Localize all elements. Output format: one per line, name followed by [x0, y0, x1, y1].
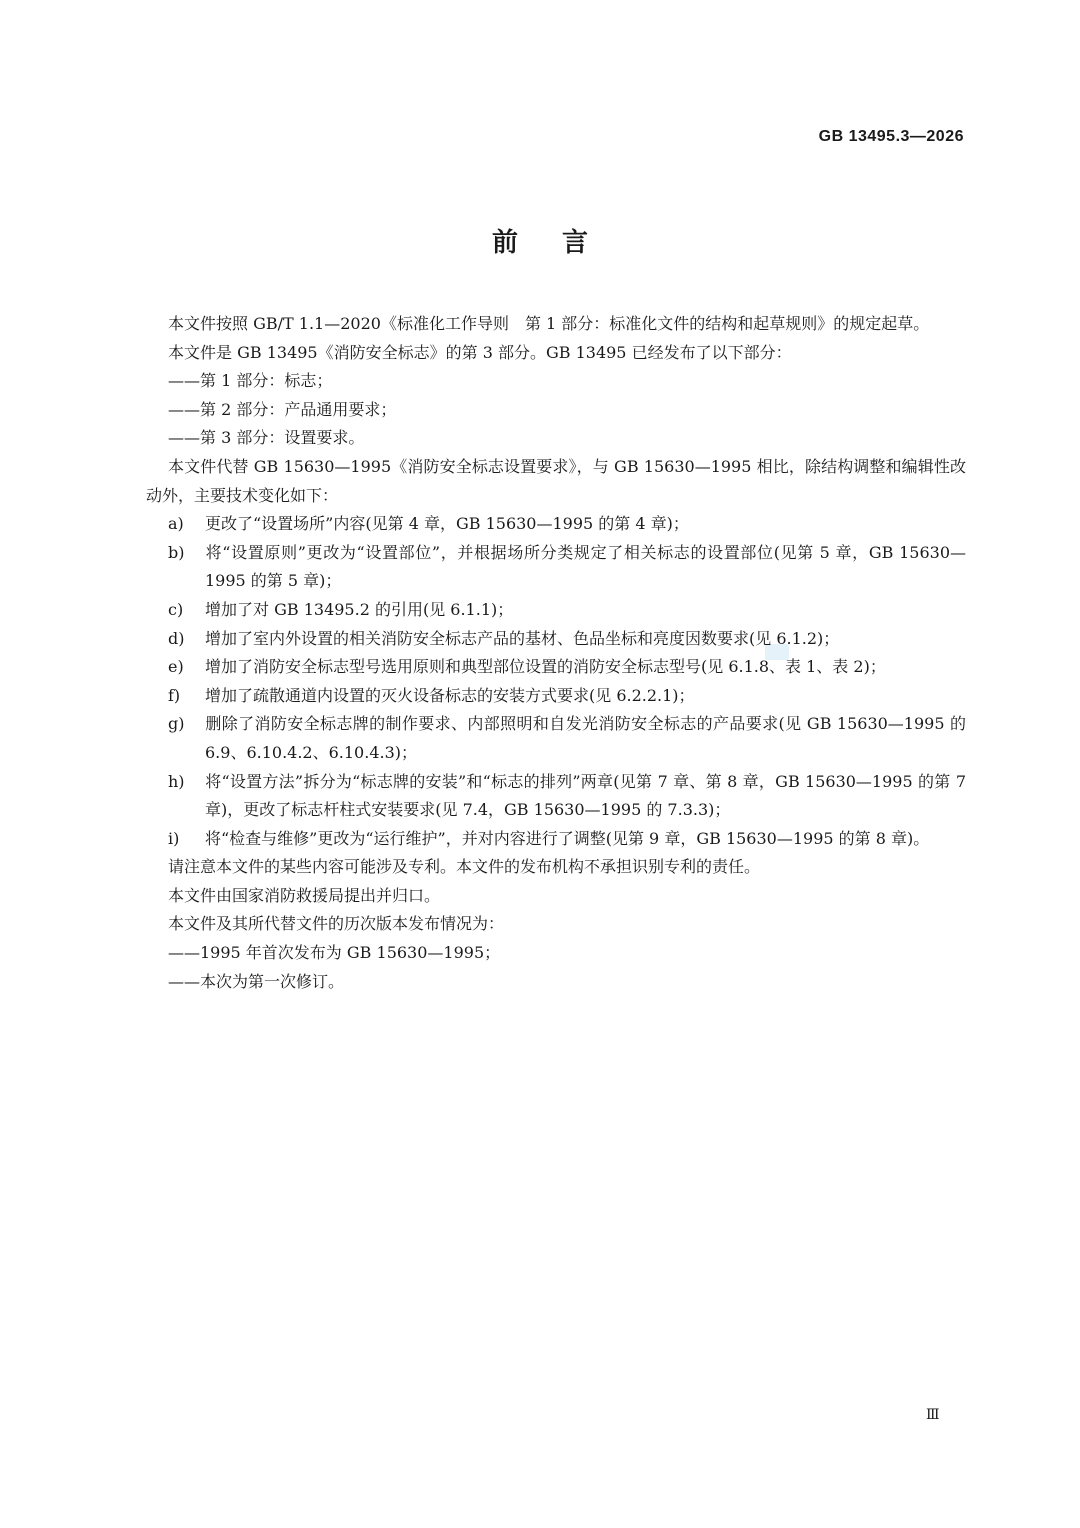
list-marker: i) — [168, 828, 180, 848]
change-item-f — [146, 682, 966, 711]
change-item-g — [146, 710, 966, 767]
change-text: 更改了“设置场所”内容(见第 4 章，GB 15630—1995 的第 4 章)； — [205, 514, 689, 534]
paragraph-replacement: 本文件代替 GB 15630—1995《消防安全标志设置要求》，与 GB 15630—1995 相比，除结构调整和编辑性改动外，主要技术变化如下： — [146, 456, 966, 505]
list-marker: g) — [168, 714, 185, 734]
change-text: 增加了消防安全标志型号选用原则和典型部位设置的消防安全标志型号(见 6.1.8、表 1、表 2)； — [205, 657, 886, 677]
list-marker: c) — [168, 599, 184, 619]
list-marker: b) — [168, 542, 185, 562]
history-list-item: ——本次为第一次修订。 — [168, 971, 345, 991]
list-marker: f) — [168, 685, 181, 705]
history-list-item: ——1995 年首次发布为 GB 15630—1995； — [168, 943, 501, 963]
change-item-h — [146, 768, 966, 825]
foreword-body — [146, 310, 966, 996]
change-item-b — [146, 539, 966, 596]
list-marker: d) — [168, 628, 185, 648]
change-text: 删除了消防安全标志牌的制作要求、内部照明和自发光消防安全标志的产品要求(见 GB 15630—1995 的 6.9、6.10.4.2、6.10.4.3)； — [205, 714, 966, 762]
paragraph-history-intro: 本文件及其所代替文件的历次版本发布情况为： — [168, 914, 505, 934]
change-text: 将“设置原则”更改为“设置部位”，并根据场所分类规定了相关标志的设置部位(见第 5 章，GB 15630—1995 的第 5 章)； — [205, 542, 966, 591]
change-text: 增加了疏散通道内设置的灭火设备标志的安装方式要求(见 6.2.2.1)； — [205, 685, 695, 705]
change-text: 增加了室内外设置的相关消防安全标志产品的基材、色品坐标和亮度因数要求(见 6.1.2)； — [205, 628, 840, 648]
standard-code: GB 13495.3—2026 — [818, 128, 964, 145]
part-list-item: ——第 2 部分：产品通用要求； — [168, 399, 397, 419]
change-item-i — [146, 825, 966, 854]
paragraph-proposer: 本文件由国家消防救援局提出并归口。 — [168, 885, 441, 905]
list-marker: h) — [168, 771, 185, 791]
paragraph-drafting-rules: 本文件按照 GB/T 1.1—2020《标准化工作导则 第 1 部分：标准化文件的结构和起草规则》的规定起草。 — [168, 314, 930, 333]
list-marker: a) — [168, 514, 184, 534]
part-list-item: ——第 1 部分：标志； — [168, 371, 333, 391]
page-number: Ⅲ — [926, 1407, 940, 1423]
list-marker: e) — [168, 657, 184, 677]
page-title: 前言 — [491, 228, 632, 258]
change-item-d — [146, 625, 966, 654]
paragraph-series-intro: 本文件是 GB 13495《消防安全标志》的第 3 部分。GB 13495 已经发布了以下部分： — [168, 342, 792, 362]
change-item-c — [146, 596, 966, 625]
change-text: 增加了对 GB 13495.2 的引用(见 6.1.1)； — [205, 599, 514, 619]
change-item-a — [146, 510, 966, 539]
part-list-item: ——第 3 部分：设置要求。 — [168, 428, 365, 448]
change-text: 将“检查与维修”更改为“运行维护”，并对内容进行了调整(见第 9 章，GB 15630—1995 的第 8 章)。 — [205, 828, 930, 848]
paragraph-patent-notice: 请注意本文件的某些内容可能涉及专利。本文件的发布机构不承担识别专利的责任。 — [168, 857, 761, 877]
change-text: 将“设置方法”拆分为“标志牌的安装”和“标志的排列”两章(见第 7 章、第 8 章，GB 15630—1995 的第 7 章)，更改了标志杆柱式安装要求(见 7.4，GB 15630—1995 的 7.3.3)； — [205, 771, 966, 820]
change-item-e — [146, 653, 966, 682]
